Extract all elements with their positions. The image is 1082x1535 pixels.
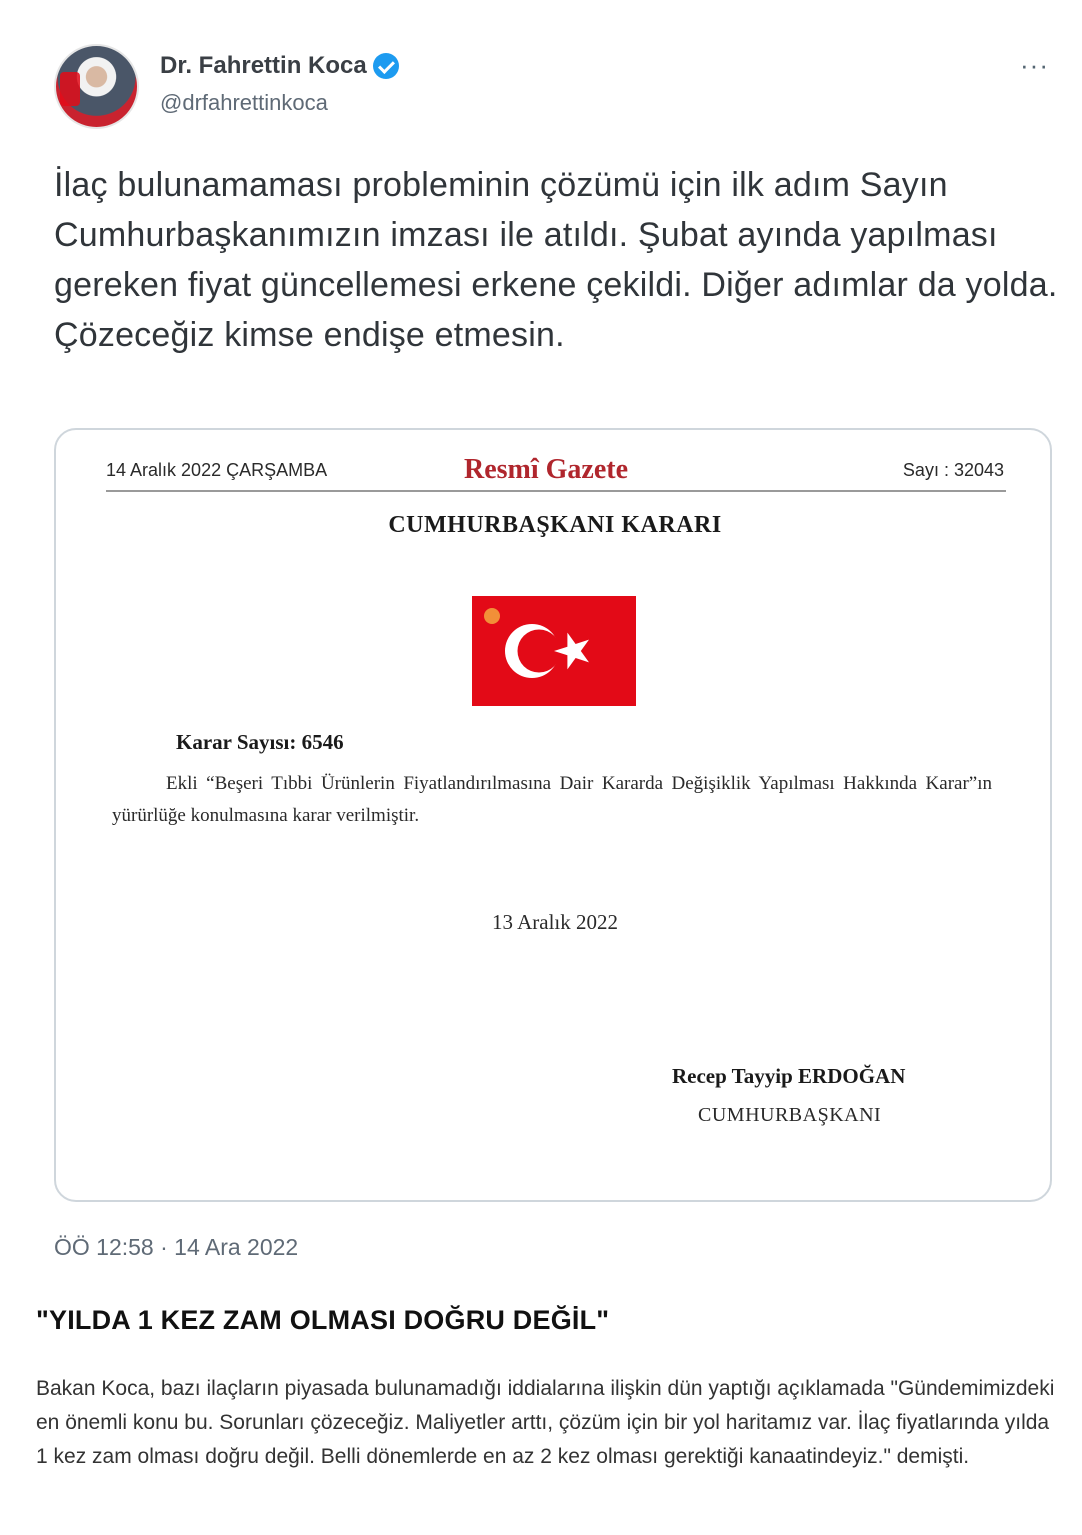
signer-name: Recep Tayyip ERDOĞAN — [672, 1064, 906, 1088]
verified-badge-icon — [373, 53, 399, 79]
avatar-flag-detail — [60, 72, 80, 106]
gazette-issue-number: Sayı : 32043 — [902, 460, 1004, 480]
gazette-title: Resmî Gazete — [464, 454, 629, 485]
more-options-icon[interactable]: ··· — [1020, 50, 1049, 80]
author-name[interactable]: Dr. Fahrettin Koca — [160, 52, 367, 79]
decree-body: Ekli “Beşeri Tıbbi Ürünlerin Fiyatlandırılmasına Dair Kararda Değişiklik Yapılması Hakkında Karar”ın yürürlüğe konulmasına karar verilmiştir. — [112, 773, 992, 826]
author-name-row — [160, 52, 399, 80]
gazette-header — [106, 452, 1006, 492]
tweet-timestamp[interactable]: ÖÖ 12:58 · 14 Ara 2022 — [54, 1234, 299, 1260]
tweet-image-official-gazette[interactable] — [54, 428, 1052, 1202]
gazette-date: 14 Aralık 2022 ÇARŞAMBA — [106, 460, 328, 480]
decree-number: Karar Sayısı: 6546 — [176, 730, 344, 754]
signer-title: CUMHURBAŞKANI — [698, 1104, 882, 1126]
turkish-flag-icon — [472, 596, 636, 706]
author-avatar[interactable] — [54, 44, 139, 129]
article-paragraph: Bakan Koca, bazı ilaçların piyasada bulunamadığı iddialarına ilişkin dün yaptığı açıklamada "Gündemimizdeki en önemli konu bu. Sorunları çözeceğiz. Maliyetler arttı, çözüm için bir yol haritamız var. İlaç fiyatlarında yılda 1 kez zam olması doğru değil. Belli dönemlerde en az 2 kez olması gerektiği kanaatindeyiz." demişti. — [36, 1377, 1055, 1468]
decree-date: 13 Aralık 2022 — [492, 910, 618, 934]
author-handle[interactable]: @drfahrettinkoca — [160, 90, 328, 115]
article-headline: "YILDA 1 KEZ ZAM OLMASI DOĞRU DEĞİL" — [36, 1305, 610, 1335]
decree-title: CUMHURBAŞKANI KARARI — [388, 512, 722, 538]
article-section — [36, 1305, 1066, 1474]
tweet-text: İlaç bulunamaması probleminin çözümü için ilk adım Sayın Cumhurbaşkanımızın imzası ile atıldı. Şubat ayında yapılması gereken fiyat güncellemesi erkene çekildi. Diğer adımlar da yolda. Çözeceğiz kimse endişe etmesin. — [54, 166, 1058, 354]
